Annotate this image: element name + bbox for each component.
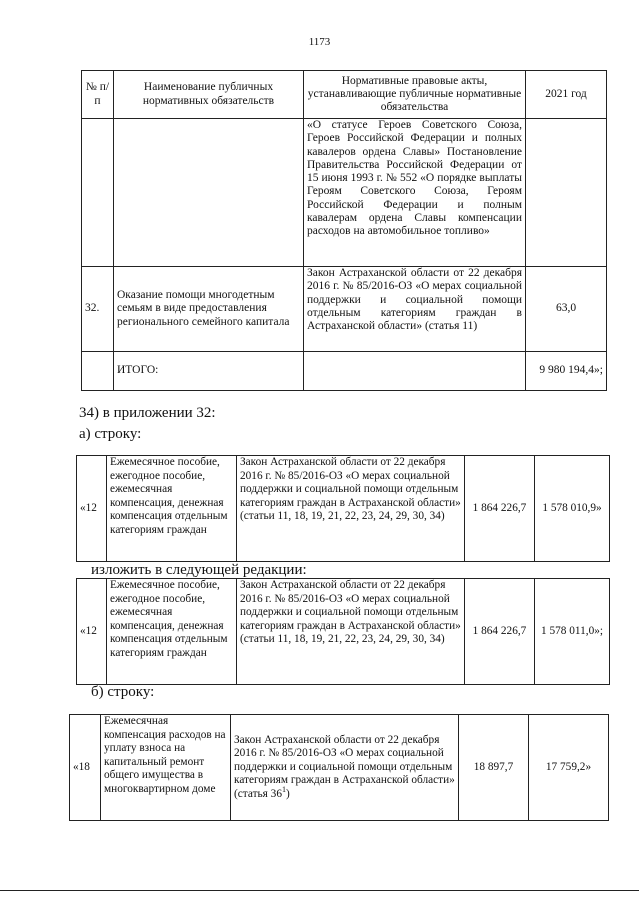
appendix-table xyxy=(81,70,607,391)
total-label: ИТОГО: xyxy=(114,352,304,391)
row-18-table xyxy=(69,714,609,821)
row-12-old-acts: Закон Астраханской области от 22 декабря 2016 г. № 85/2016-ОЗ «О мерах социальной поддержки и социальной помощи отдельным категориям граждан в Астраханской области» (статьи 11, 18, 19, 21, 22, 23, 24, 29, 30, 34) xyxy=(237,456,465,562)
row-32-acts: Закон Астраханской области от 22 декабря 2016 г. № 85/2016-ОЗ «О мерах социальной поддержки и социальной помощи отдельным категориям граждан в Астраханской области» (статья 11) xyxy=(304,267,526,352)
table-row xyxy=(70,715,609,821)
footer-rule xyxy=(0,890,639,891)
row-12-new-num: «12 xyxy=(77,579,107,685)
row-12-new-table xyxy=(76,578,610,685)
table-row xyxy=(82,267,607,352)
table-header-row xyxy=(82,71,607,119)
row-12-old-name: Ежемесячное пособие, ежегодное пособие, ежемесячная компенсация, денежная компенсация отдельным категориям граждан xyxy=(107,456,237,562)
total-value: 9 980 194,4»; xyxy=(526,352,607,391)
row-32-name: Оказание помощи многодетным семьям в виде предоставления регионального семейного капитала xyxy=(114,267,304,352)
table-row xyxy=(77,456,610,562)
row-18-acts: Закон Астраханской области от 22 декабря 2016 г. № 85/2016-ОЗ «О мерах социальной поддержки и социальной помощи отдельным категориям граждан в Астраханской области» (статья $36^1$) xyxy=(231,715,459,821)
row-32-num: 32. xyxy=(82,267,114,352)
row-12-new-name: Ежемесячное пособие, ежегодное пособие, ежемесячная компенсация, денежная компенсация отдельным категориям граждан xyxy=(107,579,237,685)
header-year: 2021 год xyxy=(526,71,607,119)
paragraph-34: 34) в приложении 32: xyxy=(79,405,216,421)
row-18-value-1: 18 897,7 xyxy=(459,715,529,821)
header-num: № п/п xyxy=(82,71,114,119)
row-cont-acts: «О статусе Героев Советского Союза, Героев Российской Федерации и полных кавалеров ордена Славы» Постановление Правительства Российской Федерации от 15 июня 1993 г. № 552 «О порядке выплаты Героям Советского Союза, Героям Российской Федерации и полным кавалерам ордена Славы компенсации расходов на автомобильное топливо» xyxy=(304,119,526,267)
row-32-value: 63,0 xyxy=(526,267,607,352)
row-12-old-value-1: 1 864 226,7 xyxy=(465,456,535,562)
paragraph-b: б) строку: xyxy=(91,684,155,700)
table-row xyxy=(77,579,610,685)
row-12-new-value-1: 1 864 226,7 xyxy=(465,579,535,685)
row-12-old-table xyxy=(76,455,610,562)
page-number: 1173 xyxy=(308,36,331,48)
row-18-name: Ежемесячная компенсация расходов на уплату взноса на капитальный ремонт общего имущества в многоквартирном доме xyxy=(101,715,231,821)
row-12-new-acts: Закон Астраханской области от 22 декабря 2016 г. № 85/2016-ОЗ «О мерах социальной поддержки и социальной помощи отдельным категориям граждан в Астраханской области» (статьи 11, 18, 19, 21, 22, 23, 24, 29, 30, 34) xyxy=(237,579,465,685)
row-18-value-2: 17 759,2» xyxy=(529,715,609,821)
header-acts: Нормативные правовые акты, устанавливающие публичные нормативные обязательства xyxy=(304,71,526,119)
row-18-num: «18 xyxy=(70,715,101,821)
table-row xyxy=(82,119,607,267)
row-12-new-value-2: 1 578 011,0»; xyxy=(535,579,610,685)
paragraph-edit: изложить в следующей редакции: xyxy=(91,562,307,578)
header-name: Наименование публичных нормативных обязательств xyxy=(114,71,304,119)
row-12-old-num: «12 xyxy=(77,456,107,562)
total-row xyxy=(82,352,607,391)
row-12-old-value-2: 1 578 010,9» xyxy=(535,456,610,562)
paragraph-a: а) строку: xyxy=(79,426,142,442)
